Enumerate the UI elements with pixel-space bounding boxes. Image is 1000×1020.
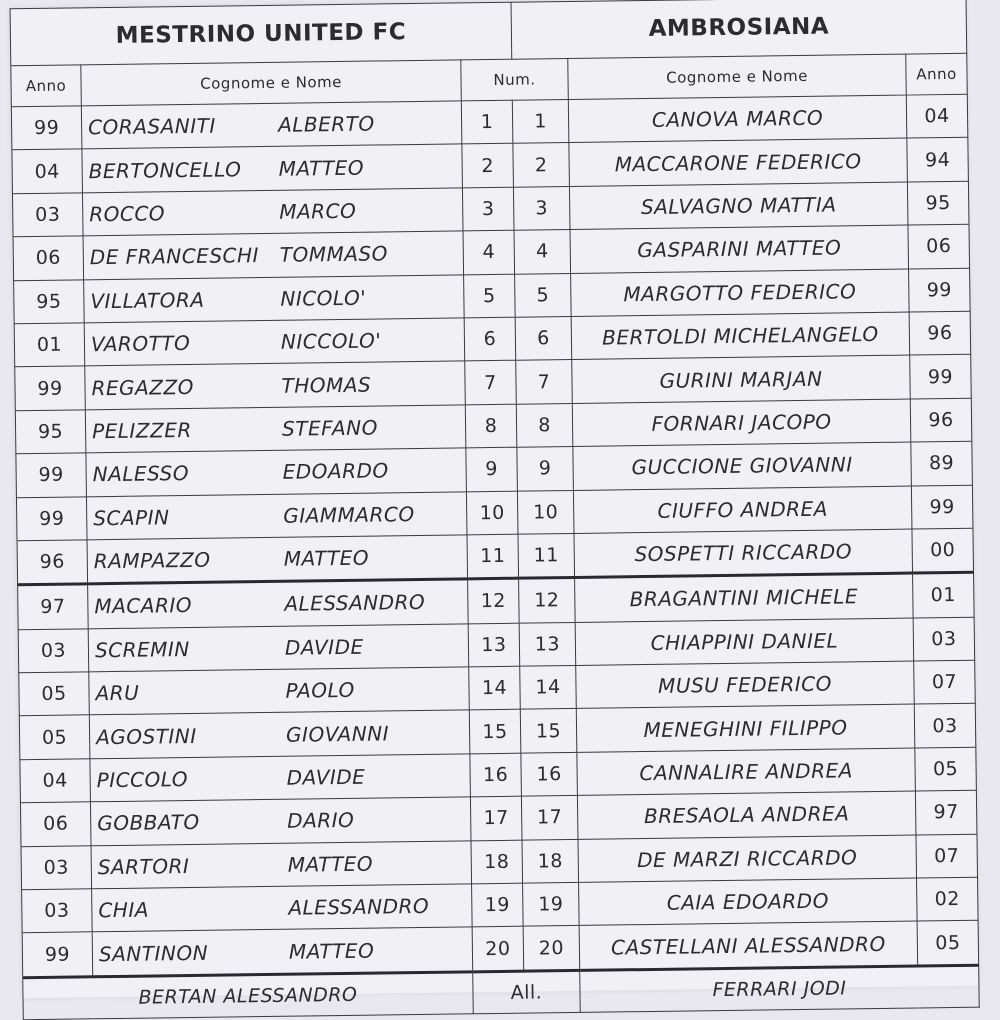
home-player-surname: DE FRANCESCHI	[89, 243, 260, 270]
home-player-firstname: NICOLO'	[280, 285, 367, 311]
away-player-number: 1	[512, 99, 569, 143]
home-player-number: 11	[467, 534, 519, 579]
away-player-year: 95	[907, 181, 969, 225]
home-player-number: 16	[470, 753, 522, 797]
away-player-name: CANOVA MARCO	[568, 95, 907, 143]
home-player-name	[85, 361, 466, 409]
away-player-number: 12	[519, 578, 576, 623]
home-player-surname: SANTINON	[98, 940, 209, 966]
header-year-right: Anno	[906, 53, 968, 95]
home-player-year: 03	[18, 629, 89, 673]
away-player-year: 02	[917, 877, 979, 921]
home-player-number: 13	[468, 623, 520, 667]
home-player-firstname: ALESSANDRO	[288, 894, 430, 920]
away-player-name: CANNALIRE ANDREA	[577, 748, 916, 796]
home-player-number: 5	[464, 274, 516, 318]
home-player-surname: PELIZZER	[91, 417, 192, 444]
home-player-surname: ARU	[95, 680, 140, 706]
home-player-number: 4	[463, 230, 515, 274]
home-player-firstname: MATTEO	[278, 155, 365, 181]
home-player-firstname: MATTEO	[283, 545, 370, 571]
away-player-name: MARGOTTO FEDERICO	[571, 269, 910, 317]
home-player-surname: SCAPIN	[93, 504, 170, 530]
home-player-name	[85, 405, 466, 453]
home-player-firstname: EDOARDO	[282, 458, 389, 485]
away-player-name: CIUFFO ANDREA	[573, 486, 912, 534]
home-player-year: 99	[22, 932, 93, 977]
home-player-number: 6	[464, 317, 516, 361]
away-player-year: 97	[915, 790, 977, 834]
home-player-surname: CHIA	[98, 897, 150, 923]
home-player-surname: SARTORI	[97, 853, 190, 880]
home-player-firstname: GIAMMARCO	[283, 501, 415, 528]
away-player-year: 99	[911, 485, 973, 529]
home-player-surname: ROCCO	[89, 201, 166, 227]
lineup-table	[10, 0, 980, 1020]
home-player-name	[90, 754, 471, 802]
coach-label: All.	[473, 970, 581, 1013]
home-player-surname: CORASANITI	[87, 113, 216, 140]
away-player-name: BRESAOLA ANDREA	[577, 791, 916, 839]
header-number: Num.	[461, 58, 569, 100]
home-player-firstname: DAVIDE	[286, 764, 366, 790]
away-player-number: 8	[516, 403, 573, 447]
home-player-name	[88, 579, 469, 628]
home-player-surname: GOBBATO	[97, 810, 200, 836]
home-player-firstname: ALESSANDRO	[284, 590, 426, 617]
away-player-year: 03	[914, 704, 976, 748]
away-player-number: 18	[522, 839, 579, 883]
home-player-number: 2	[462, 144, 514, 188]
away-player-year: 00	[912, 528, 974, 573]
away-player-number: 2	[513, 143, 570, 187]
home-player-surname: MACARIO	[94, 593, 193, 619]
home-player-year: 03	[12, 193, 83, 237]
home-player-name	[84, 274, 465, 322]
away-player-year: 96	[909, 311, 971, 355]
home-player-year: 99	[16, 453, 87, 497]
home-player-number: 19	[472, 883, 524, 927]
away-player-year: 99	[909, 268, 971, 312]
home-player-firstname: MARCO	[279, 198, 357, 224]
away-player-year: 03	[913, 617, 975, 661]
home-player-year: 99	[15, 366, 86, 410]
home-player-number: 12	[468, 578, 520, 623]
home-player-surname: VILLATORA	[90, 287, 205, 314]
team-sheet	[10, 0, 979, 1009]
away-player-year: 94	[907, 138, 969, 182]
home-player-name	[86, 491, 467, 539]
home-player-year: 06	[13, 236, 84, 280]
away-player-name: MACCARONE FEDERICO	[569, 138, 908, 186]
home-player-year: 99	[16, 496, 87, 540]
away-player-year: 04	[906, 94, 968, 138]
home-player-year: 99	[11, 106, 82, 150]
away-player-name: GUCCIONE GIOVANNI	[573, 442, 912, 490]
away-player-number: 4	[514, 230, 571, 274]
home-player-year: 97	[18, 584, 89, 629]
home-player-year: 05	[19, 715, 90, 759]
away-player-name: GURINI MARJAN	[572, 355, 911, 403]
home-player-number: 7	[465, 361, 517, 405]
home-player-name	[83, 231, 464, 279]
home-player-name	[82, 188, 463, 236]
home-player-surname: NALESSO	[92, 461, 190, 487]
home-player-surname: RAMPAZZO	[93, 547, 211, 574]
home-player-surname: AGOSTINI	[95, 723, 197, 749]
home-player-name	[92, 927, 473, 976]
home-player-number: 10	[466, 491, 518, 535]
away-player-year: 01	[913, 573, 975, 618]
away-player-number: 9	[517, 447, 574, 491]
home-player-name	[87, 535, 468, 584]
away-player-year: 05	[915, 747, 977, 791]
header-name-left: Cognome e Nome	[81, 60, 462, 106]
home-player-number: 9	[466, 447, 518, 491]
home-player-number: 14	[469, 666, 521, 710]
home-player-name	[92, 884, 473, 932]
away-player-name: CASTELLANI ALESSANDRO	[579, 921, 918, 970]
home-player-year: 01	[14, 323, 85, 367]
away-player-name: GASPARINI MATTEO	[570, 225, 909, 273]
away-player-name: MUSU FEDERICO	[576, 661, 915, 709]
home-player-year: 96	[17, 540, 88, 585]
away-player-year: 89	[911, 441, 973, 485]
away-player-number: 7	[516, 360, 573, 404]
home-player-firstname: MATTEO	[288, 938, 375, 964]
home-player-number: 3	[462, 187, 514, 231]
away-player-year: 06	[908, 224, 970, 268]
home-player-name	[91, 840, 472, 888]
away-player-name: BRAGANTINI MICHELE	[575, 573, 914, 622]
away-player-year: 99	[910, 355, 972, 399]
away-player-number: 11	[518, 533, 575, 578]
home-player-firstname: PAOLO	[285, 678, 355, 704]
home-player-name	[84, 318, 465, 366]
home-player-number: 8	[465, 404, 517, 448]
home-player-year: 04	[12, 149, 83, 193]
header-year-left: Anno	[11, 65, 82, 107]
away-player-number: 10	[517, 490, 574, 534]
home-player-year: 04	[20, 759, 91, 803]
home-player-number: 18	[471, 840, 523, 884]
away-player-name: BERTOLDI MICHELANGELO	[571, 312, 910, 360]
away-player-year: 07	[914, 660, 976, 704]
home-player-number: 17	[470, 796, 522, 840]
away-player-number: 14	[520, 666, 577, 710]
home-player-firstname: GIOVANNI	[285, 721, 390, 747]
home-team-name: MESTRINO UNITED FC	[10, 2, 512, 66]
away-player-number: 13	[519, 622, 576, 666]
home-player-name	[82, 144, 463, 192]
away-player-number: 3	[513, 186, 570, 230]
away-player-name: SALVAGNO MATTIA	[569, 182, 908, 230]
home-player-firstname: THOMAS	[281, 372, 372, 398]
away-player-number: 6	[515, 316, 572, 360]
home-player-firstname: DARIO	[287, 808, 355, 834]
home-player-year: 95	[14, 279, 85, 323]
header-name-right: Cognome e Nome	[568, 54, 907, 99]
home-player-name	[86, 448, 467, 496]
away-player-name: CAIA EDOARDO	[579, 878, 918, 926]
home-player-year: 03	[22, 889, 93, 933]
home-player-surname: REGAZZO	[91, 374, 195, 400]
home-player-year: 95	[15, 410, 86, 454]
away-player-number: 20	[523, 926, 580, 971]
away-team-name: AMBROSIANA	[511, 0, 967, 59]
home-player-number: 20	[472, 927, 524, 972]
away-player-year: 96	[910, 398, 972, 442]
away-player-number: 16	[521, 752, 578, 796]
home-player-surname: SCREMIN	[94, 636, 190, 663]
home-player-firstname: TOMMASO	[279, 241, 389, 268]
away-player-name: DE MARZI RICCARDO	[578, 835, 917, 883]
home-player-name	[88, 624, 469, 672]
home-player-surname: PICCOLO	[96, 767, 189, 793]
home-player-year: 06	[20, 802, 91, 846]
away-player-number: 15	[520, 709, 577, 753]
away-player-number: 17	[521, 796, 578, 840]
home-player-name	[81, 101, 462, 149]
away-player-name: SOSPETTI RICCARDO	[574, 529, 913, 578]
home-player-year: 03	[21, 845, 92, 889]
away-player-number: 5	[515, 273, 572, 317]
home-player-surname: BERTONCELLO	[88, 156, 242, 183]
home-player-surname: VAROTTO	[90, 331, 191, 357]
home-player-firstname: DAVIDE	[284, 634, 364, 660]
home-player-firstname: STEFANO	[281, 415, 379, 441]
home-player-number: 15	[469, 710, 521, 754]
away-coach: FERRARI JODI	[580, 965, 980, 1012]
home-player-name	[89, 667, 470, 715]
away-player-name: FORNARI JACOPO	[572, 399, 911, 447]
away-player-name: MENEGHINI FILIPPO	[576, 704, 915, 752]
away-player-number: 19	[523, 882, 580, 926]
home-player-name	[90, 797, 471, 845]
home-player-firstname: MATTEO	[287, 851, 374, 877]
home-player-number: 1	[461, 100, 513, 144]
away-player-year: 05	[917, 921, 979, 966]
away-player-name: CHIAPPINI DANIEL	[575, 618, 914, 666]
away-player-year: 07	[916, 834, 978, 878]
home-player-name	[89, 710, 470, 758]
home-coach: BERTAN ALESSANDRO	[23, 972, 474, 1020]
home-player-year: 05	[19, 672, 90, 716]
home-player-firstname: NICCOLO'	[280, 328, 382, 354]
home-player-firstname: ALBERTO	[277, 111, 375, 137]
